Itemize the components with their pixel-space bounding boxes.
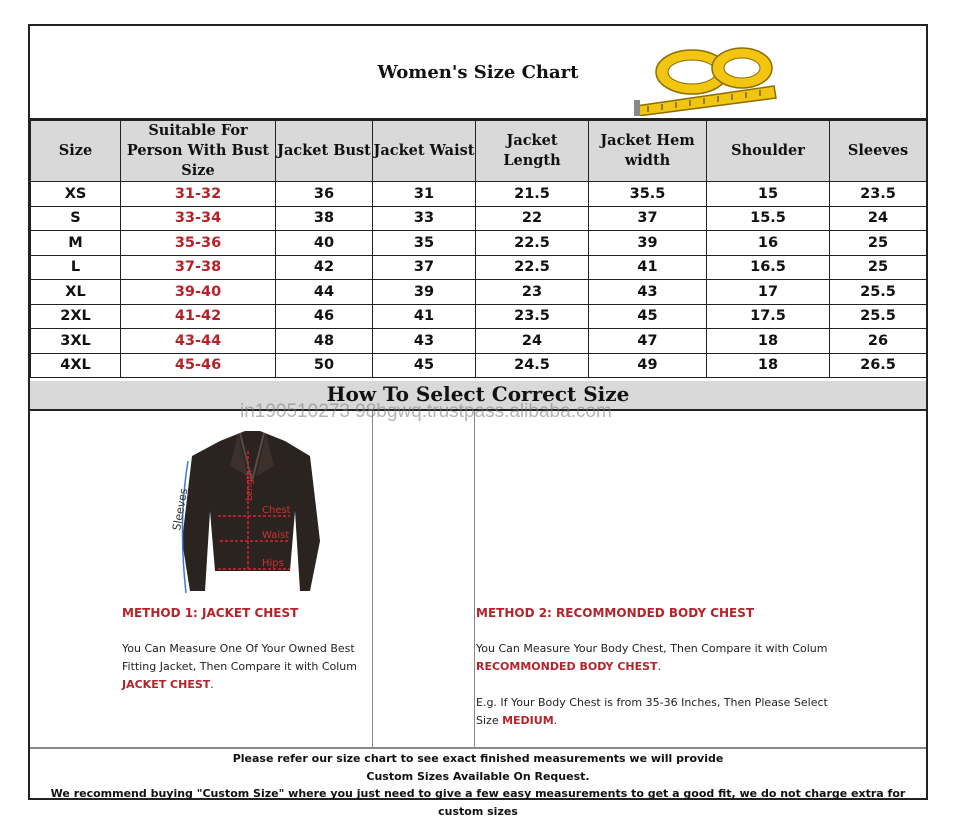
cell-jacket-bust: 46 — [276, 304, 373, 329]
cell-jacket-bust: 38 — [276, 206, 373, 231]
cell-jacket-waist: 31 — [373, 182, 476, 207]
title-row — [30, 26, 926, 120]
cell-hem-width: 43 — [589, 280, 707, 305]
method2-spacer — [476, 676, 916, 694]
cell-jacket-waist: 41 — [373, 304, 476, 329]
cell-size: 3XL — [31, 329, 121, 354]
table-row — [31, 280, 927, 305]
footer-line3: We recommend buying "Custom Size" where you just need to give a few easy measurements to get a good fit, we do not charge extra for custom sizes — [50, 787, 906, 818]
cell-sleeves: 25 — [830, 255, 927, 280]
method1-text — [122, 640, 372, 694]
table-row — [31, 304, 927, 329]
method1-line2: Fitting Jacket, Then Compare it with Colum — [122, 660, 357, 673]
cell-size: 4XL — [31, 353, 121, 378]
cell-bust-size: 33-34 — [121, 206, 276, 231]
cell-sleeves: 23.5 — [830, 182, 927, 207]
cell-sleeves: 26 — [830, 329, 927, 354]
diagram-label-length: Length — [245, 469, 255, 501]
method2-text — [476, 640, 916, 730]
cell-hem-width: 49 — [589, 353, 707, 378]
method2-title: METHOD 2: RECOMMONDED BODY CHEST — [476, 606, 755, 620]
page-title: Women's Size Chart — [377, 62, 579, 83]
cell-jacket-waist: 39 — [373, 280, 476, 305]
cell-jacket-length: 22.5 — [476, 231, 589, 256]
footer-divider — [30, 747, 926, 749]
size-chart-frame — [28, 24, 928, 818]
cell-jacket-length: 24 — [476, 329, 589, 354]
cell-size: L — [31, 255, 121, 280]
method1-highlight: JACKET CHEST — [122, 678, 211, 691]
cell-jacket-waist: 37 — [373, 255, 476, 280]
footer-line2: Custom Sizes Available On Request. — [366, 769, 590, 783]
footer-notes — [30, 750, 926, 820]
cell-jacket-bust: 42 — [276, 255, 373, 280]
cell-hem-width: 41 — [589, 255, 707, 280]
cell-jacket-bust: 48 — [276, 329, 373, 354]
cell-jacket-bust: 36 — [276, 182, 373, 207]
measuring-tape-icon — [634, 30, 784, 116]
method2-example-end: . — [553, 714, 558, 727]
cell-jacket-waist: 35 — [373, 231, 476, 256]
cell-sleeves: 25.5 — [830, 280, 927, 305]
method1-end: . — [210, 678, 214, 691]
cell-shoulder: 15 — [707, 182, 830, 207]
cell-size: XL — [31, 280, 121, 305]
method1-line1: You Can Measure One Of Your Owned Best — [122, 642, 355, 655]
watermark-text: in190510273 98bgwq.trustpass.alibaba.com — [240, 401, 612, 422]
method2-example-line2 — [476, 712, 916, 730]
cell-jacket-length: 24.5 — [476, 353, 589, 378]
cell-shoulder: 17 — [707, 280, 830, 305]
table-row — [31, 255, 927, 280]
cell-jacket-length: 22 — [476, 206, 589, 231]
header-jacket-hem-width: Jacket Hem width — [589, 121, 707, 182]
method2-example-line1: E.g. If Your Body Chest is from 35-36 Inches, Then Please Select — [476, 696, 828, 709]
cell-jacket-waist: 33 — [373, 206, 476, 231]
cell-bust-size: 41-42 — [121, 304, 276, 329]
cell-jacket-length: 23 — [476, 280, 589, 305]
cell-hem-width: 37 — [589, 206, 707, 231]
cell-shoulder: 18 — [707, 329, 830, 354]
method2-end: . — [657, 660, 662, 673]
cell-sleeves: 26.5 — [830, 353, 927, 378]
cell-jacket-waist: 43 — [373, 329, 476, 354]
cell-hem-width: 35.5 — [589, 182, 707, 207]
cell-shoulder: 15.5 — [707, 206, 830, 231]
cell-sleeves: 25.5 — [830, 304, 927, 329]
cell-bust-size: 45-46 — [121, 353, 276, 378]
table-row — [31, 182, 927, 207]
table-row — [31, 206, 927, 231]
method2-line1: You Can Measure Your Body Chest, Then Compare it with Colum — [476, 642, 828, 655]
cell-jacket-waist: 45 — [373, 353, 476, 378]
cell-size: 2XL — [31, 304, 121, 329]
header-bust-size: Suitable For Person With Bust Size — [121, 121, 276, 182]
cell-size: M — [31, 231, 121, 256]
cell-jacket-length: 21.5 — [476, 182, 589, 207]
cell-hem-width: 45 — [589, 304, 707, 329]
cell-jacket-bust: 40 — [276, 231, 373, 256]
jacket-measurement-diagram — [160, 421, 340, 606]
cell-jacket-length: 23.5 — [476, 304, 589, 329]
cell-bust-size: 35-36 — [121, 231, 276, 256]
diagram-label-sleeves: Sleeves — [170, 487, 191, 532]
header-sleeves: Sleeves — [830, 121, 927, 182]
size-table — [30, 120, 927, 378]
method2-highlight: RECOMMONDED BODY CHEST — [476, 660, 658, 673]
cell-bust-size: 43-44 — [121, 329, 276, 354]
table-row — [31, 231, 927, 256]
cell-bust-size: 31-32 — [121, 182, 276, 207]
cell-bust-size: 39-40 — [121, 280, 276, 305]
cell-size: XS — [31, 182, 121, 207]
cell-jacket-bust: 44 — [276, 280, 373, 305]
cell-shoulder: 16.5 — [707, 255, 830, 280]
method2-example-prefix: Size — [476, 714, 503, 727]
diagram-label-hips: Hips — [262, 558, 284, 569]
cell-sleeves: 24 — [830, 206, 927, 231]
method1-line3 — [122, 676, 372, 694]
how-to-select-title: How To Select Correct Size — [30, 381, 926, 411]
cell-shoulder: 16 — [707, 231, 830, 256]
method2-line2 — [476, 658, 916, 676]
cell-shoulder: 18 — [707, 353, 830, 378]
header-jacket-bust: Jacket Bust — [276, 121, 373, 182]
diagram-label-chest: Chest — [262, 505, 291, 516]
footer-line1: Please refer our size chart to see exact finished measurements we will provide — [232, 752, 724, 765]
header-shoulder: Shoulder — [707, 121, 830, 182]
cell-shoulder: 17.5 — [707, 304, 830, 329]
cell-jacket-bust: 50 — [276, 353, 373, 378]
cell-jacket-length: 22.5 — [476, 255, 589, 280]
table-row — [31, 329, 927, 354]
cell-size: S — [31, 206, 121, 231]
method1-title: METHOD 1: JACKET CHEST — [122, 606, 299, 620]
header-jacket-waist: Jacket Waist — [373, 121, 476, 182]
table-row — [31, 353, 927, 378]
header-jacket-length: Jacket Length — [476, 121, 589, 182]
cell-bust-size: 37-38 — [121, 255, 276, 280]
cell-sleeves: 25 — [830, 231, 927, 256]
header-size: Size — [31, 121, 121, 182]
cell-hem-width: 47 — [589, 329, 707, 354]
cell-hem-width: 39 — [589, 231, 707, 256]
method2-example-highlight: MEDIUM — [502, 714, 554, 727]
divider-right — [474, 411, 475, 747]
divider-left — [372, 411, 373, 747]
diagram-label-waist: Waist — [262, 530, 290, 541]
table-header-row — [31, 121, 927, 182]
